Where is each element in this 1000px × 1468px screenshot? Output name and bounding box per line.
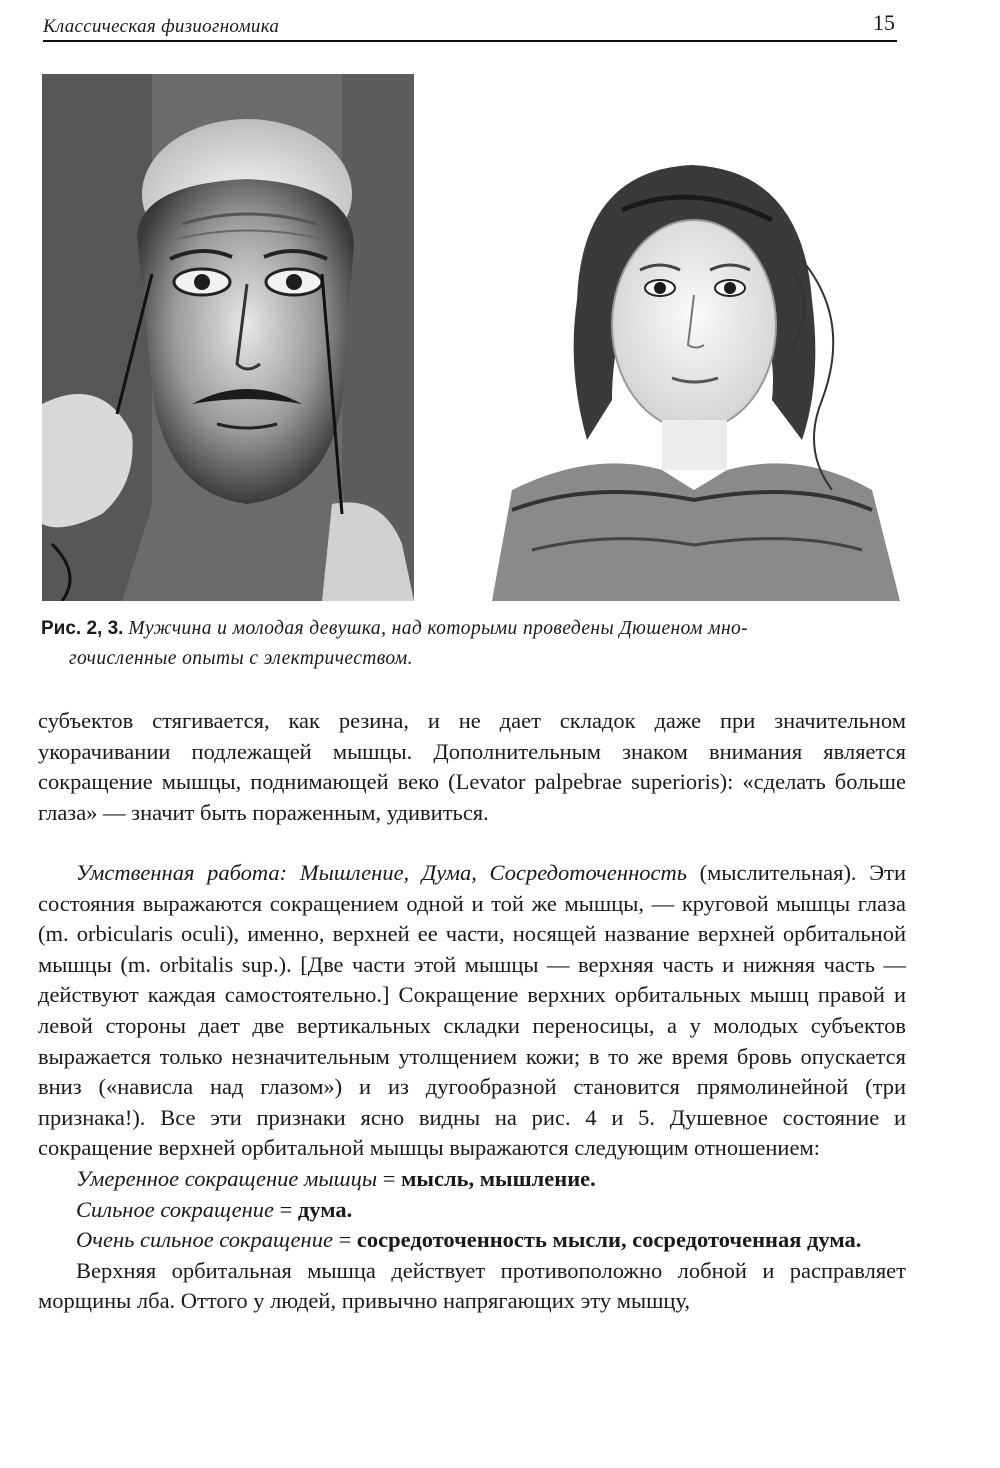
equation-3-sign: = (332, 1227, 357, 1253)
equation-1-left: Умеренное сокращение мышцы (76, 1165, 378, 1191)
caption-label: Рис. 2, 3 (41, 618, 119, 639)
equation-line-2 (38, 1195, 906, 1226)
paragraph-2 (38, 858, 906, 1164)
equation-2-sign: = (273, 1196, 298, 1222)
paragraph-2-block (38, 858, 906, 1317)
paragraph-2-rest: (мыслительная). Эти состояния выражаются сокращением одной и той же мышцы, — круговой мышцы глаза (m. orbicularis oculi), именно, верхней ее части, носящей название верхней орбитальной мышцы (m. orbitalis sup.). [Две части этой мышцы — верхняя часть и нижняя часть — действуют каждая самостоятельно.] Сокращение верхних орбитальных мышц правой и левой стороны дает две вертикальных складки переносицы, а у молодых субъектов выражается только незначительным утолщением кожи; в то же время бровь опускается вниз («нависла над глазом») и из дугообразной становится прямолинейной (три признака!). Все эти признаки ясно видны на рис. 4 и 5. Душевное состояние и сокращение верхней орбитальной мышцы выражаются следующим отношением: (38, 860, 906, 1161)
portrait-girl-image (472, 150, 900, 601)
equation-3-right: сосредоточенность мысли, сосредоточенная дума. (356, 1227, 862, 1253)
equation-2-left: Сильное сокращение (76, 1196, 274, 1222)
caption-separator: . (118, 618, 124, 639)
equation-1-right: мысль, мышление. (401, 1165, 596, 1191)
running-title: Классическая физиогномика (43, 16, 280, 37)
caption-text-line1: Мужчина и молодая девушка, над которыми проведены Дюшеном мно- (128, 618, 749, 639)
paragraph-2-lead: Умственная работа: Мышление, Дума, Сосредоточенность (76, 860, 687, 885)
paragraph-1-text: субъектов стягивается, как резина, и не дает складок даже при значительном укорачивании подлежащей мышцы. Дополнительным знаком внимания является сокращение мышцы, поднимающей веко (Levator palpebrae superioris): «сделать больше глаза» — значит быть пораженным, удивиться. (38, 708, 906, 825)
figure-caption (41, 614, 901, 674)
portrait-man-image (42, 74, 414, 601)
paragraph-1 (38, 706, 906, 828)
photo-man (42, 74, 414, 601)
paragraph-3: Верхняя орбитальная мышца действует противоположно лобной и расправляет морщины лба. Оттого у людей, привычно напрягающих эту мышцу, (38, 1257, 906, 1314)
equation-2-right: дума. (297, 1196, 353, 1222)
page-number: 15 (873, 10, 895, 35)
photo-girl (472, 150, 900, 601)
equation-line-3 (38, 1225, 906, 1256)
running-header (43, 10, 897, 42)
equation-1-sign: = (377, 1165, 402, 1191)
equation-3-left: Очень сильное сокращение (76, 1227, 333, 1253)
equation-line-1 (38, 1164, 906, 1195)
caption-text-line2: гочисленные опыты с электричеством. (69, 648, 413, 669)
